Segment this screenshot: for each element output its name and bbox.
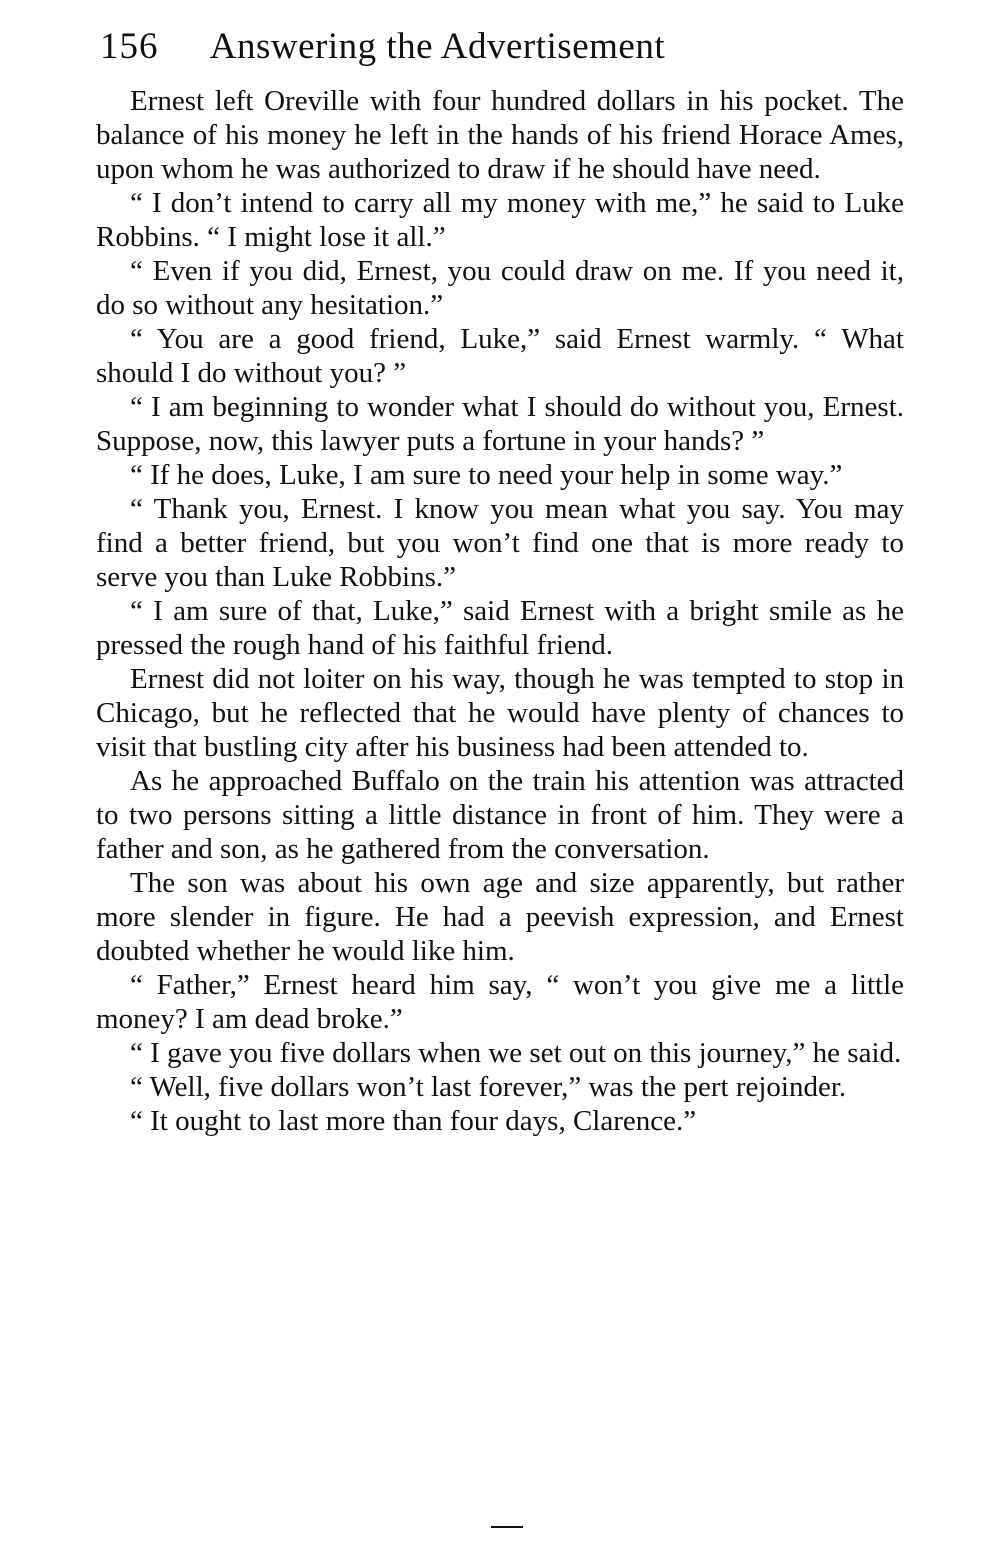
paragraph: “ Well, five dollars won’t last forever,” was the pert rejoinder. <box>130 1071 847 1103</box>
paragraph: Ernest left Oreville with four hundred dollars in his pocket. The balance of his money he left in the hands of his friend Horace Ames, upon whom he was authorized to draw if he should have need. <box>96 85 904 185</box>
page-header <box>100 22 900 72</box>
paragraph: “ I gave you five dollars when we set out on this journey,” he said. <box>130 1037 902 1069</box>
paragraph: “ I don’t intend to carry all my money with me,” he said to Luke Robbins. “ I might lose it all.” <box>96 187 904 253</box>
running-title: Answering the Advertisement <box>209 26 666 67</box>
signature-rule <box>491 1526 523 1528</box>
paragraph: “ Even if you did, Ernest, you could draw on me. If you need it, do so without any hesitation.” <box>96 255 904 321</box>
body-text <box>96 84 904 1138</box>
paragraph: “ Father,” Ernest heard him say, “ won’t you give me a little money? I am dead broke.” <box>96 969 904 1035</box>
paragraph: “ Thank you, Ernest. I know you mean what you say. You may find a better friend, but you won’t find one that is more ready to serve you than Luke Robbins.” <box>96 493 904 593</box>
paragraph: The son was about his own age and size apparently, but rather more slender in figure. He had a peevish expression, and Ernest doubted whether he would like him. <box>96 867 904 967</box>
page-number: 156 <box>100 26 159 67</box>
paragraph: “ If he does, Luke, I am sure to need your help in some way.” <box>130 459 843 491</box>
paragraph: Ernest did not loiter on his way, though he was tempted to stop in Chicago, but he reflected that he would have plenty of chances to visit that bustling city after his business had been attended to. <box>96 663 904 763</box>
paragraph: “ I am sure of that, Luke,” said Ernest with a bright smile as he pressed the rough hand of his faithful friend. <box>96 595 904 661</box>
paragraph: “ I am beginning to wonder what I should do without you, Ernest. Suppose, now, this lawyer puts a fortune in your hands? ” <box>96 391 904 457</box>
paragraph: “ You are a good friend, Luke,” said Ernest warmly. “ What should I do without you? ” <box>96 323 904 389</box>
paragraph: As he approached Buffalo on the train his attention was attracted to two persons sitting a little distance in front of him. They were a father and son, as he gathered from the conversation. <box>96 765 904 865</box>
paragraph: “ It ought to last more than four days, Clarence.” <box>130 1105 697 1137</box>
